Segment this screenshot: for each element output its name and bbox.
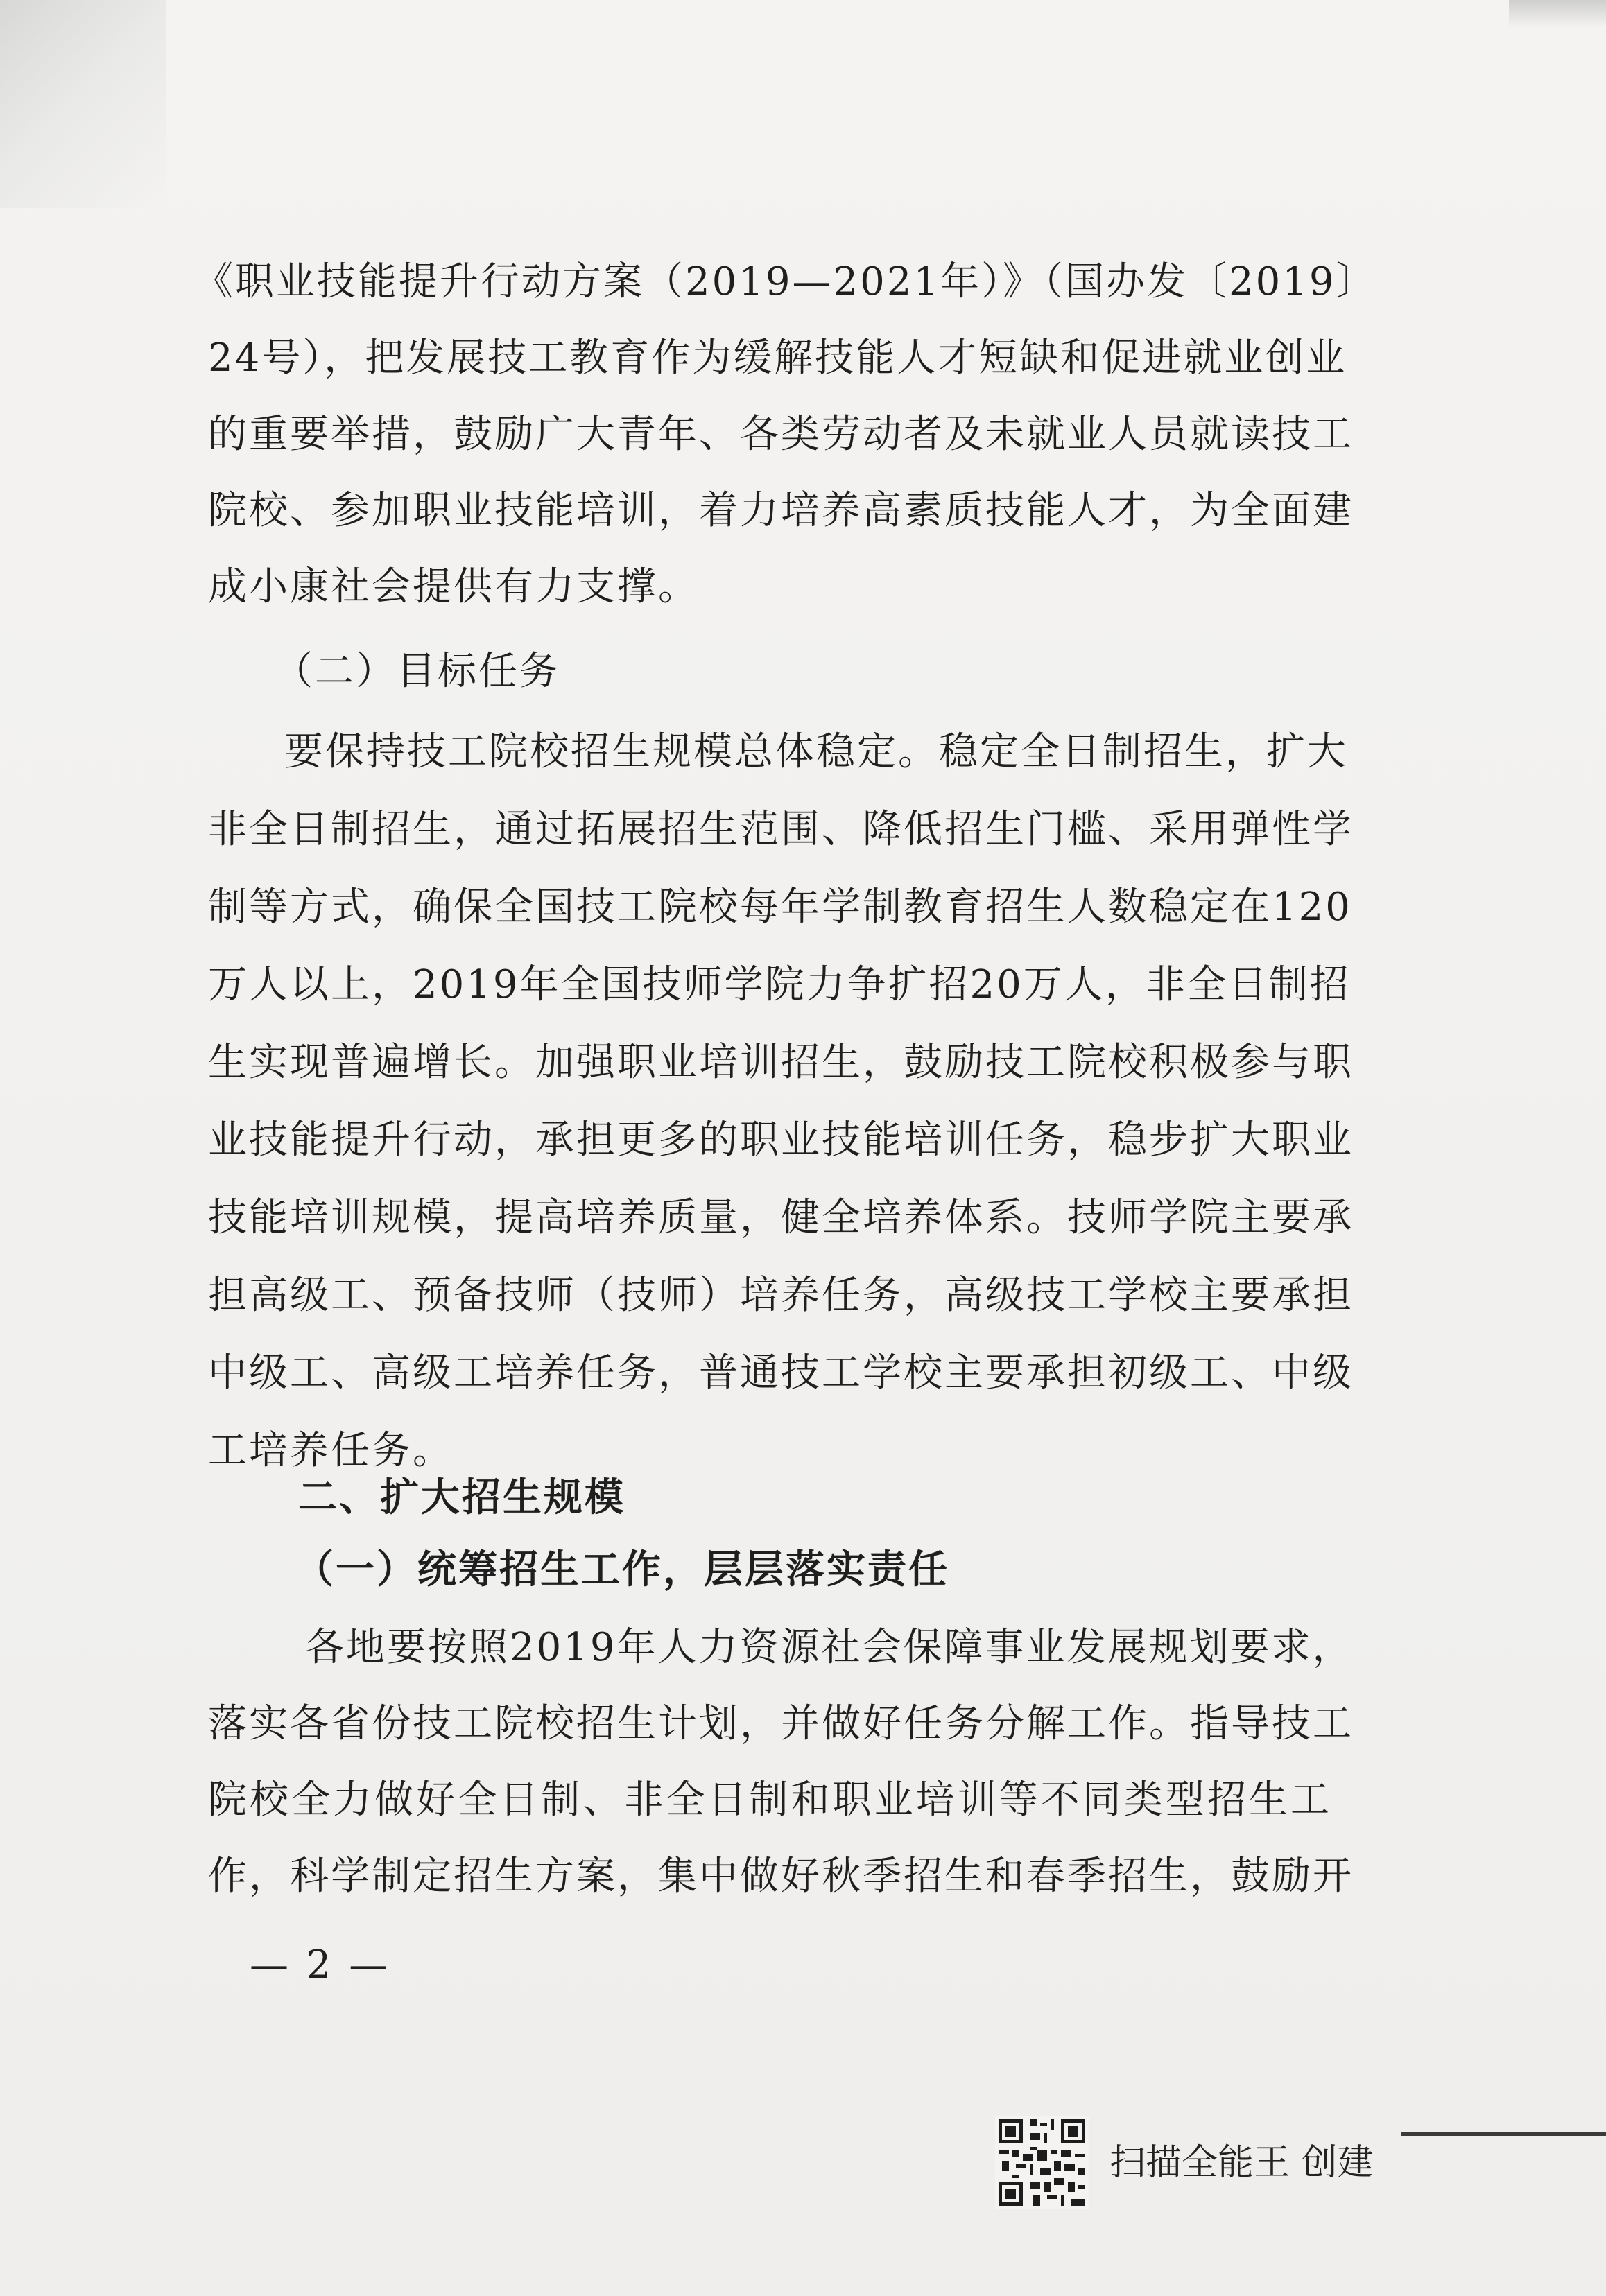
paragraph2-line: 要保持技工院校招生规模总体稳定。稳定全日制招生，扩大: [284, 729, 1348, 774]
paragraph3-line: 院校全力做好全日制、非全日制和职业培训等不同类型招生工: [208, 1777, 1331, 1823]
paragraph2-line: 生实现普遍增长。加强职业培训招生，鼓励技工院校积极参与职: [208, 1040, 1354, 1085]
paragraph3-line: 作，科学制定招生方案，集中做好秋季招生和春季招生，鼓励开: [208, 1854, 1354, 1899]
paragraph2-line: 担高级工、预备技师（技师）培养任务，高级技工学校主要承担: [208, 1273, 1354, 1318]
paragraph1-line: 成小康社会提供有力支撑。: [208, 564, 699, 609]
paragraph2-line: 制等方式，确保全国技工院校每年学制教育招生人数稳定在120: [208, 885, 1352, 930]
paragraph2-line: 万人以上，2019年全国技师学院力争扩招20万人，非全日制招: [208, 962, 1351, 1007]
paragraph1-line: 的重要举措，鼓励广大青年、各类劳动者及未就业人员就读技工: [208, 412, 1354, 457]
scanner-watermark: 扫描全能王 创建: [1109, 2142, 1374, 2184]
scan-edge-line: [1401, 2132, 1606, 2136]
paragraph3-line: 落实各省份技工院校招生计划，并做好任务分解工作。指导技工: [208, 1701, 1354, 1746]
paragraph2-line: 工培养任务。: [208, 1428, 454, 1473]
paragraph3-line: 各地要按照2019年人力资源社会保障事业发展规划要求，: [305, 1625, 1354, 1670]
qr-code-icon: [995, 2116, 1089, 2209]
paragraph2-line: 非全日制招生，通过拓展招生范围、降低招生门槛、采用弹性学: [208, 807, 1354, 852]
paragraph1-line: 24号），把发展技工教育作为缓解技能人才短缺和促进就业创业: [208, 336, 1347, 381]
paragraph2-line: 中级工、高级工培养任务，普通技工学校主要承担初级工、中级: [208, 1350, 1354, 1395]
paragraph2-line: 技能培训规模，提高培养质量，健全培养体系。技师学院主要承: [208, 1195, 1354, 1240]
paragraph1-line: 《职业技能提升行动方案（2019—2021年）》（国办发〔2019〕: [194, 259, 1377, 304]
heading-subsection-1: （一）统筹招生工作，层层落实责任: [295, 1547, 949, 1592]
page-crease: [0, 0, 166, 208]
paragraph1-line: 院校、参加职业技能培训，着力培养高素质技能人才，为全面建: [208, 488, 1354, 533]
heading-goals: （二）目标任务: [274, 649, 560, 694]
heading-section-2: 二、扩大招生规模: [298, 1475, 625, 1520]
page-number: — 2 —: [250, 1942, 391, 1988]
page-edge-shadow: [1509, 0, 1606, 28]
paragraph2-line: 业技能提升行动，承担更多的职业技能培训任务，稳步扩大职业: [208, 1117, 1354, 1163]
